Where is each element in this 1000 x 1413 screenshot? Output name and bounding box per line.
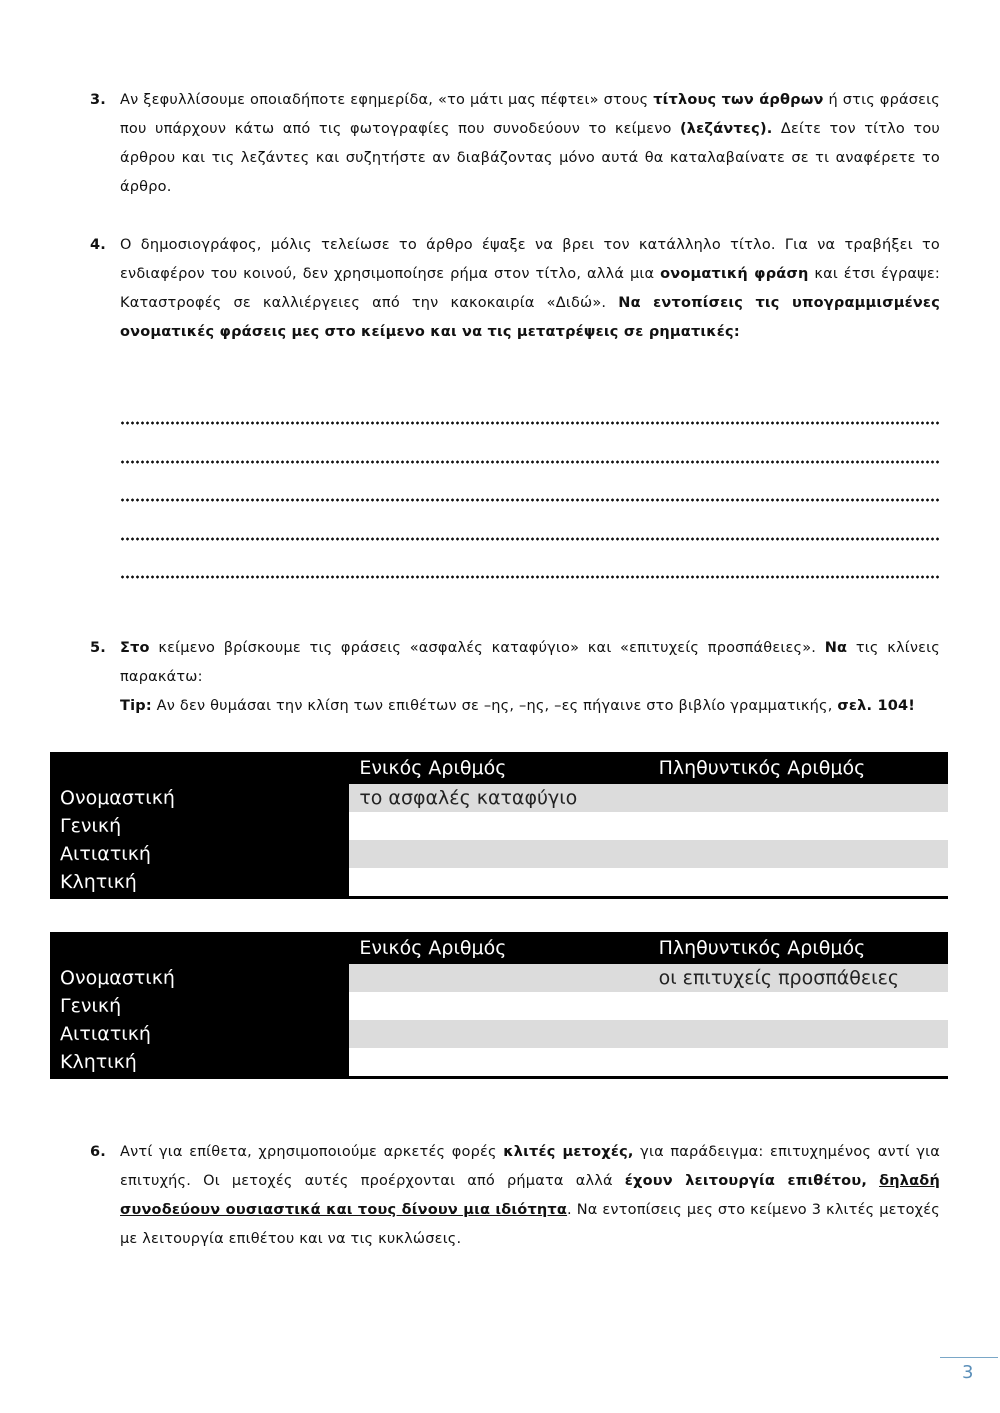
- case-label: Αιτιατική: [50, 840, 349, 868]
- answer-line[interactable]: [120, 574, 940, 580]
- page-number: 3: [962, 1362, 974, 1383]
- question-number: 3.: [90, 92, 106, 108]
- page-number-rule: [940, 1357, 998, 1358]
- cell-gen-plur[interactable]: [649, 992, 948, 1020]
- case-label: Κλητική: [50, 1048, 349, 1078]
- question-3: [90, 86, 940, 202]
- cell-acc-sing[interactable]: [349, 840, 648, 868]
- header-singular: Ενικός Αριθμός: [349, 752, 648, 784]
- question-text: Αντί για επίθετα, χρησιμοποιούμε αρκετές φορές κλιτές μετοχές, για παράδειγμα: επιτυχημένος αντί για επιτυχής. Οι μετοχές αυτές προέρχονται από ρήματα αλλά έχουν λειτουργία επιθέτου, δηλαδή συνοδεύουν ουσιαστικά και τους δίνουν μια ιδιότητα. Να εντοπίσεις μες στο κείμενο 3 κλιτές μετοχές με λειτουργία επιθέτου και να τις κυκλώσεις.: [120, 1144, 940, 1247]
- cell-gen-sing[interactable]: [349, 812, 648, 840]
- case-label: Γενική: [50, 812, 349, 840]
- header-singular: Ενικός Αριθμός: [349, 932, 648, 964]
- declension-table-2: [50, 932, 948, 1079]
- question-5: [90, 634, 940, 721]
- question-6: [90, 1138, 940, 1254]
- cell-acc-plur[interactable]: [649, 840, 948, 868]
- question-text: Στο κείμενο βρίσκουμε τις φράσεις «ασφαλές καταφύγιο» και «επιτυχείς προσπάθειες». Να τις κλίνεις παρακάτω: Tip: Αν δεν θυμάσαι την κλίση των επιθέτων σε –ης, –ης, –ες πήγαινε στο βιβλίο γραμματικής, σελ. 104!: [120, 640, 940, 714]
- cell-voc-sing[interactable]: [349, 868, 648, 898]
- case-label: Γενική: [50, 992, 349, 1020]
- declension-table-1: [50, 752, 948, 899]
- cell-acc-sing[interactable]: [349, 1020, 648, 1048]
- header-plural: Πληθυντικός Αριθμός: [649, 932, 948, 964]
- question-number: 4.: [90, 237, 106, 253]
- case-label: Αιτιατική: [50, 1020, 349, 1048]
- cell-gen-sing[interactable]: [349, 992, 648, 1020]
- answer-line[interactable]: [120, 459, 940, 465]
- cell-voc-plur[interactable]: [649, 868, 948, 898]
- question-number: 6.: [90, 1144, 106, 1160]
- cell-nom-sing[interactable]: [349, 964, 648, 992]
- cell-voc-plur[interactable]: [649, 1048, 948, 1078]
- question-text: Αν ξεφυλλίσουμε οποιαδήποτε εφημερίδα, «το μάτι μας πέφτει» στους τίτλους των άρθρων ή στις φράσεις που υπάρχουν κάτω από τις φωτογραφίες που συνοδεύουν το κείμενο (λεζάντες). Δείτε τον τίτλο του άρθρου και τις λεζάντες και συζητήστε αν διαβάζοντας μόνο αυτά θα καταλαβαίνατε σε τι αναφέρετε το άρθρο.: [120, 92, 940, 195]
- question-4: [90, 231, 940, 347]
- cell-nom-plur: οι επιτυχείς προσπάθειες: [649, 964, 948, 992]
- header-plural: Πληθυντικός Αριθμός: [649, 752, 948, 784]
- question-number: 5.: [90, 640, 106, 656]
- cell-gen-plur[interactable]: [649, 812, 948, 840]
- cell-acc-plur[interactable]: [649, 1020, 948, 1048]
- cell-nom-plur[interactable]: [649, 784, 948, 812]
- answer-line[interactable]: [120, 420, 940, 426]
- case-label: Κλητική: [50, 868, 349, 898]
- case-label: Ονομαστική: [50, 784, 349, 812]
- answer-line[interactable]: [120, 497, 940, 503]
- question-text: Ο δημοσιογράφος, μόλις τελείωσε το άρθρο έψαξε να βρει τον κατάλληλο τίτλο. Για να τραβήξει το ενδιαφέρον του κοινού, δεν χρησιμοποίησε ρήμα στον τίτλο, αλλά μια ονοματική φράση και έτσι έγραψε: Καταστροφές σε καλλιέργειες από την κακοκαιρία «Διδώ». Να εντοπίσεις τις υπογραμμισμένες ονοματικές φράσεις μες στο κείμενο και να τις μετατρέψεις σε ρηματικές:: [120, 237, 940, 340]
- cell-nom-sing: το ασφαλές καταφύγιο: [349, 784, 648, 812]
- cell-voc-sing[interactable]: [349, 1048, 648, 1078]
- answer-line[interactable]: [120, 536, 940, 542]
- case-label: Ονομαστική: [50, 964, 349, 992]
